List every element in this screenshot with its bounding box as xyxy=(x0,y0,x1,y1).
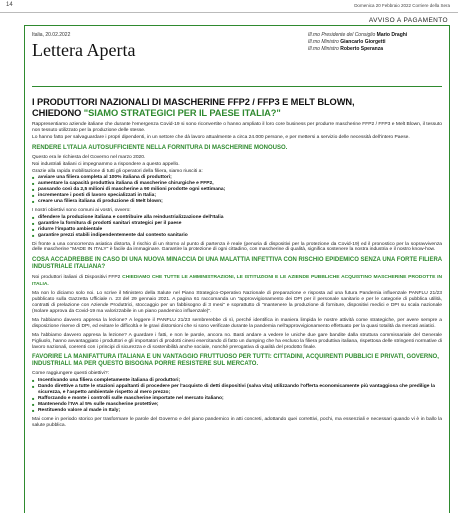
list-item: ■ garantire prezzi stabili indipendentemente dal contesto sanitario xyxy=(38,233,442,239)
section-heading: COSA ACCADREBBE IN CASO DI UNA NUOVA MINACCIA DI UNA MALATTIA INFETTIVA CON RISCHIO EPIDEMICO SENZA UNA FORTE FILIERA INDUSTRIALE ITALIANA? xyxy=(32,257,442,271)
list-item: ■ incrementare i posti di lavoro specializzati in Italia; xyxy=(38,193,442,199)
list-item: ■ ridurre l'impatto ambientale xyxy=(38,227,442,233)
open-letter-frame xyxy=(24,25,450,513)
paragraph: Grazie alla rapida mobilitazione di tutti gli operatori della filiera, siamo riusciti a: xyxy=(32,168,203,174)
letter-date: Italia, 20.02.2022 xyxy=(32,32,71,38)
list-item: ■ Mantenendo l'IVA al 5% sulle mascherine protettive; xyxy=(38,402,442,408)
paragraph: Di fronte a una concorrenza asiatica distorta, il rischio di un ritorno al punto di partenza è reale (penuria di dispositivi per la protezione da Covid-19) ed il pronostico per la sopravvivenza delle mascherine "MADE IN ITALY" è facile da immaginare. Garantire la protezione di ogni cittadino, con mascherine di qualità, significa sostenere la nostra industria e il nostro know-how. xyxy=(32,241,442,253)
list-item: ■ Rafforzando e monte i controlli sulle mascherine importate nel mercato italiano; xyxy=(38,396,442,402)
headline: I PRODUTTORI NAZIONALI DI MASCHERINE FFP2 / FFP3 E MELT BLOWN, CHIEDONO "SIAMO STRATEGICI PER IL PAESE ITALIA?" xyxy=(32,97,355,118)
letter-body xyxy=(32,97,442,429)
paragraph: Mai come in periodo storico per trasformare le parole del Governo e del piano pandemico in atti concreti, adottando quei correttivi, pochi, ma essenziali e necessari quando vi è in ballo la salute pubblica. xyxy=(32,416,442,428)
newspaper-header xyxy=(0,0,458,13)
actions-list xyxy=(32,378,442,413)
section-heading: FAVORIRE LA MANIFATTURA ITALIANA E UN VANTAGGIO FRUTTUOSO PER TUTTI: CITTADINI, ACQUIRENTI PUBBLICI E PRIVATI, GOVERNO, INDUSTRIALI. MA PER QUESTO BISOGNA PORRE RESISTERE SUL MERCATO. xyxy=(32,354,439,368)
intro-paragraph: Lo hanno fatto per salvaguardare i propri dipendenti, in un settore che dà lavoro attualmente a circa 24.000 persone, e per mettersi a servizio delle necessità dell'intero Paese. xyxy=(32,134,410,140)
paragraph: I nostri obiettivi sono comuni ai vostri, ovvero: xyxy=(32,207,131,213)
addressees xyxy=(308,32,438,53)
headline-highlight: "SIAMO STRATEGICI PER IL PAESE ITALIA?" xyxy=(83,108,281,118)
list-item: ■ Incentivando una filiera completamente italiana di produttori; xyxy=(38,378,442,384)
paragraph: Noi produttori italiani di Dispositivi FFP2 CHIEDIAMO CHE TUTTE LE AMMINISTRAZIONI, LE ISTITUZIONI E LE AZIENDE PUBBLICHE ACQUISTINO MASCHERINE PRODOTTE IN ITALIA. xyxy=(32,275,442,288)
list-item: ■ passando così da 2,5 milioni di mascherine a 90 milioni prodotte ogni settimana; xyxy=(38,187,442,193)
addressee: Ill.mo Ministro Roberto Speranza xyxy=(308,46,384,52)
letter-title: Lettera Aperta xyxy=(32,40,136,60)
addressee: Ill.mo Presidente del Consiglio Mario Draghi xyxy=(308,32,408,38)
addressee: Ill.mo Ministro Giancarlo Giorgetti xyxy=(308,39,386,45)
list-item: ■ avviare una filiera completa al 100% italiana di produttori; xyxy=(38,175,442,181)
intro-paragraph: Rappresentiamo aziende italiane che durante l'emergenza Covid-19 si sono riconvertite o hanno ampliato il loro core business per produrre mascherine FFP2 / FFP3 e Melt Blown, il tessuto non tessuto utilizzato per la produzione delle stesse. xyxy=(32,122,442,133)
paragraph: Ma l'abbiamo davvero appresa la lezione? A leggere il PANFLU 21/23 sembrerebbe di sì, perché identifica in maniera limpida le nostre attività come strategiche, per avere sempre a disposizione riserve di DPI, ed evitare le difficoltà e le gravi distorsioni che si sono verificate durante la pandemia nell'approvvigionamento effettuato per la quasi totalità da mercati asiatici. xyxy=(32,317,442,329)
paragraph: Ma l'abbiamo davvero appresa la lezione? A guardare i fatti, e non le parole, ancora no. Basti andare a vedere le uniche due gare bandite dalla struttura commissariale del Generale Figliuolo, hanno avvantaggiato i produttori e gli importatori di prodotti cinesi esercitando di fatto un dumping che ha escluso la filiera produttiva italiana, rispettosa delle stringenti normative di lavoro nazionali, coerenti con i principi di sicurezza e di sostenibilità anche sociale, nonché prerogativa di qualità del prodotto finale. xyxy=(32,332,442,350)
paragraph: Noi industriali italiani ci impegnammo a rispondere a questo appello. xyxy=(32,161,180,167)
paragraph: Questo era le richiesta del Governo nel marzo 2020. xyxy=(32,154,146,160)
list-item: ■ aumentare la capacità produttiva italiana di mascherine chirurgiche e FFP2, xyxy=(38,181,442,187)
achievements-list xyxy=(32,175,442,205)
list-item: ■ difendere la produzione italiana e contribuire alla reindustrializzazione dell'Italia xyxy=(38,215,442,221)
section-heading: RENDERE L'ITALIA AUTOSUFFICIENTE NELLA FORNITURA DI MASCHERINE MONOUSO. xyxy=(32,144,288,151)
issue-dateline: Domenica 20 Febbraio 2022 Corriere della Sera xyxy=(354,3,450,8)
paragraph: Ma non lo diciamo solo noi. Lo scrive il Ministero della Salute nel Piano Strategico-Operativo Nazionale di preparazione e risposta ad una futura Pandemia influenzale PANFLU 21/23 pubblicato sulla Gazzetta Ufficiale n. 23 del 29 gennaio 2021. A pagina 61 raccomanda un "approvvigionamento dei DPI per il personale sanitario e per le categorie di pubblica utilità, contratti di prelazione con Aziende Produttrici, stoccaggio per un fabbisogno di 3 mesi" e soprattutto di "mantenere la produzione di forniture, dispositivi medici e DPI su scala nazionale (Isolare approva da Covid-19 ma valorizzabile in un piano pandemico influenzale)". xyxy=(32,291,442,315)
goals-list xyxy=(32,215,442,239)
paragraph: Come raggiungere questi obiettivi?: xyxy=(32,371,109,377)
list-item: ■ creare una filiera italiana di produzione di Melt blown; xyxy=(38,199,442,205)
list-item: ■ garantire la fornitura di prodotti sanitari strategici per il paese xyxy=(38,221,442,227)
page-number: 14 xyxy=(6,2,13,8)
list-item: ■ Dando direttive a tutte le stazioni appaltanti di procedere per l'acquisto di detti dispositivi (salva vita) utilizzando l'offerta economicamente più vantaggiosa che predilige la sicurezza, e l'aspetto ambientale rispetto al mero prezzo; xyxy=(38,384,442,396)
paid-notice-label: AVVISO A PAGAMENTO xyxy=(368,17,448,24)
list-item: ■ Restituendo valore al made in Italy; xyxy=(38,408,442,414)
header-divider xyxy=(32,86,442,87)
